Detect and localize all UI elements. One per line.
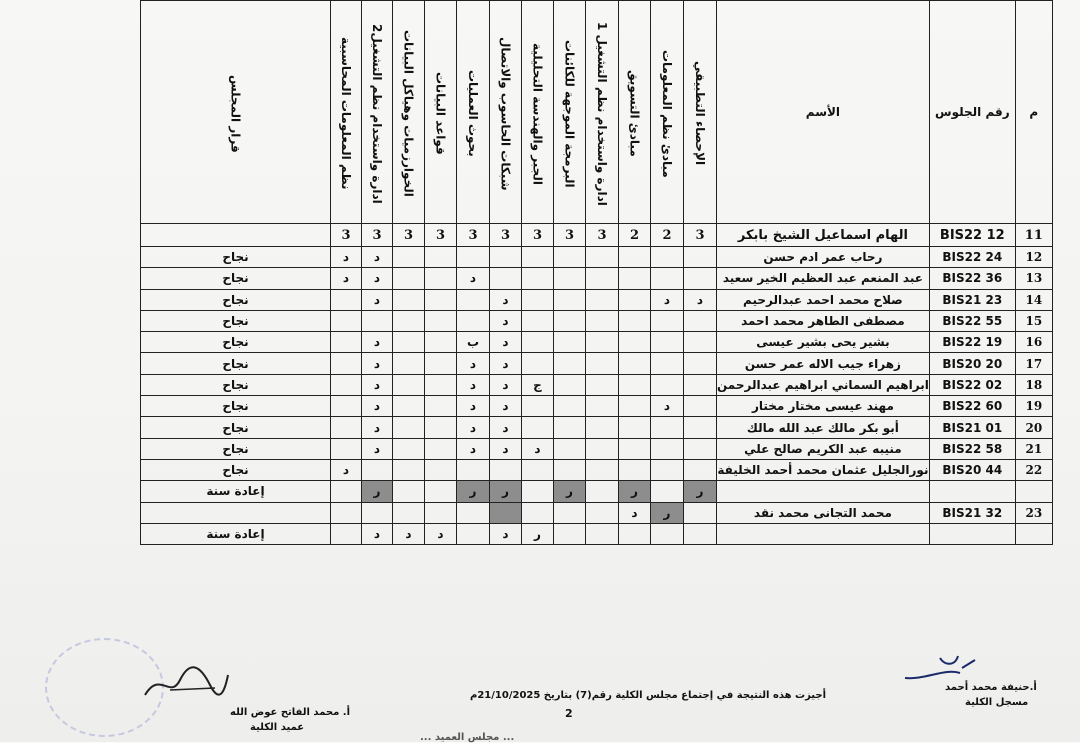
- credit-hours: 2: [619, 224, 651, 247]
- credit-cell: [141, 224, 331, 247]
- council-decision: نجاح: [141, 374, 331, 395]
- grade-cell: [586, 310, 619, 331]
- grade-cell: [331, 374, 362, 395]
- serial-number: 19: [1015, 396, 1052, 417]
- grade-cell: د: [619, 502, 651, 523]
- header-course: ادارة واستخدام نظم التشغيل 1: [586, 1, 619, 224]
- council-decision: نجاح: [141, 332, 331, 353]
- grade-cell: [554, 332, 586, 353]
- grade-cell: [522, 353, 554, 374]
- grade-cell: [522, 417, 554, 438]
- student-name: [717, 481, 930, 502]
- grade-cell: [586, 353, 619, 374]
- grade-cell: د: [490, 289, 522, 310]
- seat-number: BIS21 23: [929, 289, 1015, 310]
- student-name: زهراء جيب الاله عمر حسن: [717, 353, 930, 374]
- dean-title: عميد الكلية: [250, 722, 305, 733]
- student-name: ابراهيم السماني ابراهيم عبدالرحمن: [717, 374, 930, 395]
- grade-cell: د: [362, 247, 393, 268]
- seat-number: [929, 481, 1015, 502]
- grade-cell: [619, 459, 651, 480]
- grade-cell: [554, 268, 586, 289]
- grade-cell: د: [651, 396, 684, 417]
- grade-cell: [490, 268, 522, 289]
- grade-cell: د: [425, 523, 457, 544]
- seat-number: BIS22 60: [929, 396, 1015, 417]
- grade-cell: د: [490, 523, 522, 544]
- grade-cell: [651, 374, 684, 395]
- student-name: عبد المنعم عبد العظيم الخير سعيد: [717, 268, 930, 289]
- serial-number: 16: [1015, 332, 1052, 353]
- grade-cell: [651, 523, 684, 544]
- grade-cell: [619, 523, 651, 544]
- grade-cell: [554, 459, 586, 480]
- grade-cell: [331, 332, 362, 353]
- grade-cell: [393, 374, 425, 395]
- student-name: الهام اسماعيل الشيخ بابكر: [717, 224, 930, 247]
- serial-number: 21: [1015, 438, 1052, 459]
- grade-cell: [457, 289, 490, 310]
- council-decision: [141, 502, 331, 523]
- grade-cell: ر: [619, 481, 651, 502]
- grade-cell: [586, 502, 619, 523]
- grade-cell: د: [490, 417, 522, 438]
- credit-hours: 3: [457, 224, 490, 247]
- grade-cell: [331, 310, 362, 331]
- header-course: الخوارزميات وهياكل البيانات: [393, 1, 425, 224]
- grade-cell: [619, 247, 651, 268]
- seat-number: BIS22 58: [929, 438, 1015, 459]
- dean-signature: [140, 660, 230, 705]
- grade-cell: [393, 353, 425, 374]
- grade-cell: [586, 374, 619, 395]
- grade-cell: [425, 438, 457, 459]
- grade-cell: د: [457, 268, 490, 289]
- grade-cell: د: [331, 459, 362, 480]
- grade-cell: [425, 332, 457, 353]
- grade-cell: [651, 247, 684, 268]
- grade-cell: [425, 481, 457, 502]
- grade-cell: [554, 396, 586, 417]
- student-name: صلاح محمد احمد عبدالرحيم: [717, 289, 930, 310]
- grade-cell: [651, 459, 684, 480]
- header-seat: رقم الجلوس: [929, 1, 1015, 224]
- grade-cell: د: [457, 353, 490, 374]
- table-row: [141, 459, 1053, 480]
- table-row: [141, 247, 1053, 268]
- header-course: الجبر والهندسة التحليلية: [522, 1, 554, 224]
- grade-cell: [586, 459, 619, 480]
- grade-cell: [586, 396, 619, 417]
- seat-number: BIS22 19: [929, 332, 1015, 353]
- grade-cell: [393, 289, 425, 310]
- grade-cell: [331, 438, 362, 459]
- grade-cell: [586, 481, 619, 502]
- grade-cell: [490, 502, 522, 523]
- student-name: نورالجليل عثمان محمد أحمد الخليفة: [717, 459, 930, 480]
- grade-cell: [586, 523, 619, 544]
- grade-cell: [393, 396, 425, 417]
- serial-number: 12: [1015, 247, 1052, 268]
- credit-hours: 3: [490, 224, 522, 247]
- grade-cell: ر: [362, 481, 393, 502]
- council-decision: نجاح: [141, 268, 331, 289]
- seat-number: BIS22 55: [929, 310, 1015, 331]
- grade-cell: [554, 247, 586, 268]
- dean-name: أ. محمد الفاتح عوض الله: [230, 707, 351, 718]
- seat-number: BIS22 02: [929, 374, 1015, 395]
- registrar-title: مسجل الكلية: [965, 697, 1029, 708]
- grade-cell: [522, 502, 554, 523]
- grade-cell: [684, 310, 717, 331]
- grade-cell: [554, 289, 586, 310]
- council-decision: نجاح: [141, 417, 331, 438]
- grade-cell: [362, 310, 393, 331]
- grade-cell: [393, 417, 425, 438]
- grade-cell: د: [362, 268, 393, 289]
- grade-cell: [619, 396, 651, 417]
- table-row: [141, 481, 1053, 502]
- seat-number: [929, 523, 1015, 544]
- serial-number: 14: [1015, 289, 1052, 310]
- credit-hours: 3: [331, 224, 362, 247]
- serial-number: 18: [1015, 374, 1052, 395]
- council-decision: نجاح: [141, 353, 331, 374]
- serial-number: 20: [1015, 417, 1052, 438]
- grade-cell: [331, 481, 362, 502]
- student-name: مهند عيسى مختار مختار: [717, 396, 930, 417]
- grade-cell: [554, 438, 586, 459]
- header-name: الأسم: [717, 1, 930, 224]
- serial-number: 17: [1015, 353, 1052, 374]
- council-decision: نجاح: [141, 247, 331, 268]
- grade-cell: د: [457, 417, 490, 438]
- grade-cell: [457, 310, 490, 331]
- grade-cell: د: [457, 374, 490, 395]
- grade-cell: [684, 523, 717, 544]
- grade-cell: د: [362, 523, 393, 544]
- serial-number: [1015, 523, 1052, 544]
- grade-cell: [425, 247, 457, 268]
- grade-cell: [522, 332, 554, 353]
- grade-cell: [457, 502, 490, 523]
- grade-cell: د: [522, 438, 554, 459]
- grade-cell: [393, 502, 425, 523]
- credit-hours: 3: [554, 224, 586, 247]
- grade-cell: [684, 502, 717, 523]
- grade-cell: [425, 353, 457, 374]
- grade-cell: [457, 523, 490, 544]
- grade-cell: [651, 417, 684, 438]
- page-number: 2: [565, 707, 573, 720]
- grade-cell: [522, 268, 554, 289]
- grade-cell: [393, 310, 425, 331]
- credit-hours: 3: [586, 224, 619, 247]
- grade-cell: [393, 247, 425, 268]
- grade-cell: [362, 459, 393, 480]
- grade-cell: [522, 310, 554, 331]
- grade-cell: د: [490, 438, 522, 459]
- table-row: [141, 353, 1053, 374]
- grade-cell: د: [490, 374, 522, 395]
- grade-cell: [425, 289, 457, 310]
- grade-cell: [554, 374, 586, 395]
- grade-cell: ر: [457, 481, 490, 502]
- student-name: [717, 523, 930, 544]
- grade-cell: [586, 247, 619, 268]
- header-decision: قرار المجلس: [141, 1, 331, 224]
- grade-cell: [425, 396, 457, 417]
- grade-cell: [522, 396, 554, 417]
- header-course: شبكات الحاسوب والاتصال: [490, 1, 522, 224]
- serial-number: 13: [1015, 268, 1052, 289]
- grade-cell: د: [651, 289, 684, 310]
- serial-number: 15: [1015, 310, 1052, 331]
- table-row: [141, 374, 1053, 395]
- grade-cell: [425, 459, 457, 480]
- grade-cell: [522, 247, 554, 268]
- grade-cell: [331, 502, 362, 523]
- header-course: قواعد البيانات: [425, 1, 457, 224]
- grade-cell: [554, 523, 586, 544]
- grade-cell: [425, 417, 457, 438]
- seat-number: BIS20 44: [929, 459, 1015, 480]
- grade-cell: [331, 353, 362, 374]
- grade-cell: [554, 310, 586, 331]
- grade-cell: ر: [522, 523, 554, 544]
- grade-cell: [522, 481, 554, 502]
- header-course: ادارة واستخدام نظم التشغيل2: [362, 1, 393, 224]
- grade-cell: [684, 247, 717, 268]
- seat-number: BIS20 20: [929, 353, 1015, 374]
- student-name: بشير يحى بشير عيسى: [717, 332, 930, 353]
- seat-number: BIS22 36: [929, 268, 1015, 289]
- grade-cell: [586, 332, 619, 353]
- grade-cell: د: [457, 396, 490, 417]
- grade-cell: [586, 417, 619, 438]
- table-row: [141, 289, 1053, 310]
- grade-cell: [684, 438, 717, 459]
- grade-cell: [684, 417, 717, 438]
- seat-number: BIS21 01: [929, 417, 1015, 438]
- grade-cell: [554, 353, 586, 374]
- student-name: منيبه عبد الكريم صالح علي: [717, 438, 930, 459]
- seat-number: BIS22 24: [929, 247, 1015, 268]
- grade-cell: [331, 289, 362, 310]
- credit-hours: 2: [651, 224, 684, 247]
- credit-hours: 3: [684, 224, 717, 247]
- grade-cell: [684, 459, 717, 480]
- header-row: [141, 1, 1053, 224]
- council-decision: نجاح: [141, 289, 331, 310]
- serial-number: 11: [1015, 224, 1052, 247]
- grade-cell: [586, 438, 619, 459]
- grade-cell: [554, 502, 586, 523]
- student-name: رحاب عمر ادم حسن: [717, 247, 930, 268]
- grade-cell: د: [362, 374, 393, 395]
- grade-cell: د: [457, 438, 490, 459]
- grade-cell: [684, 374, 717, 395]
- registrar-name: أ.حنيفة محمد أحمد: [945, 682, 1037, 693]
- serial-number: [1015, 481, 1052, 502]
- table-row: [141, 417, 1053, 438]
- student-name: أبو بكر مالك عبد الله مالك: [717, 417, 930, 438]
- seat-number: BIS22 12: [929, 224, 1015, 247]
- student-name: مصطفى الطاهر محمد احمد: [717, 310, 930, 331]
- grade-cell: [684, 268, 717, 289]
- grade-cell: [619, 438, 651, 459]
- grade-cell: [619, 353, 651, 374]
- grade-cell: ب: [457, 332, 490, 353]
- table-row: [141, 438, 1053, 459]
- grade-cell: [684, 396, 717, 417]
- grade-cell: [490, 459, 522, 480]
- grade-cell: د: [490, 396, 522, 417]
- grade-cell: [425, 310, 457, 331]
- grade-cell: [651, 481, 684, 502]
- council-decision: نجاح: [141, 438, 331, 459]
- grade-cell: [554, 417, 586, 438]
- grade-cell: [393, 332, 425, 353]
- grade-cell: [331, 417, 362, 438]
- credits-row: [141, 224, 1053, 247]
- grade-cell: [586, 289, 619, 310]
- council-decision: نجاح: [141, 310, 331, 331]
- council-decision: إعادة سنة: [141, 523, 331, 544]
- grade-cell: [425, 374, 457, 395]
- credit-hours: 3: [362, 224, 393, 247]
- seat-number: BIS21 32: [929, 502, 1015, 523]
- header-course: مبادئ التسويق: [619, 1, 651, 224]
- header-course: مبادئ نظم المعلومات: [651, 1, 684, 224]
- grade-cell: [619, 310, 651, 331]
- grade-cell: د: [490, 353, 522, 374]
- student-name: محمد التجانى محمد نقد: [717, 502, 930, 523]
- grade-cell: د: [490, 310, 522, 331]
- grade-cell: د: [362, 332, 393, 353]
- table-row: [141, 332, 1053, 353]
- grade-cell: [393, 438, 425, 459]
- grade-cell: د: [362, 438, 393, 459]
- grade-cell: [425, 502, 457, 523]
- grade-cell: [684, 353, 717, 374]
- grade-cell: [522, 459, 554, 480]
- grade-cell: [651, 438, 684, 459]
- credit-hours: 3: [522, 224, 554, 247]
- grade-cell: ر: [651, 502, 684, 523]
- council-decision: إعادة سنة: [141, 481, 331, 502]
- grade-cell: [522, 289, 554, 310]
- grade-cell: د: [362, 396, 393, 417]
- header-course: نظم المعلومات المحاسبية: [331, 1, 362, 224]
- grade-cell: [331, 523, 362, 544]
- serial-number: 22: [1015, 459, 1052, 480]
- header-course: بحوث العمليات: [457, 1, 490, 224]
- grade-cell: ج: [522, 374, 554, 395]
- table-row: [141, 268, 1053, 289]
- grade-cell: [331, 396, 362, 417]
- council-decision: نجاح: [141, 396, 331, 417]
- serial-number: 23: [1015, 502, 1052, 523]
- grade-cell: د: [331, 268, 362, 289]
- grade-cell: [651, 268, 684, 289]
- grade-cell: [619, 417, 651, 438]
- table-row: [141, 310, 1053, 331]
- grade-cell: [619, 268, 651, 289]
- grade-cell: [619, 289, 651, 310]
- credit-hours: 3: [393, 224, 425, 247]
- grade-cell: د: [393, 523, 425, 544]
- grade-cell: [362, 502, 393, 523]
- grade-cell: [393, 268, 425, 289]
- grade-cell: د: [362, 353, 393, 374]
- grade-cell: ر: [490, 481, 522, 502]
- grade-cell: [619, 332, 651, 353]
- grade-cell: [393, 481, 425, 502]
- grade-cell: د: [331, 247, 362, 268]
- results-table: [140, 0, 1053, 545]
- table-row: [141, 396, 1053, 417]
- grade-cell: [457, 459, 490, 480]
- grade-cell: [393, 459, 425, 480]
- header-course: الإحصاء التطبيقي: [684, 1, 717, 224]
- grade-cell: [684, 332, 717, 353]
- grade-cell: د: [362, 417, 393, 438]
- grade-cell: د: [490, 332, 522, 353]
- credit-hours: 3: [425, 224, 457, 247]
- grade-cell: [586, 268, 619, 289]
- table-row: [141, 502, 1053, 523]
- table-row: [141, 523, 1053, 544]
- grade-cell: [619, 374, 651, 395]
- approval-note: أجيزت هذه النتيجة في إجتماع مجلس الكلية رقم(7) بتاريخ 21/10/2025م: [470, 690, 827, 701]
- grade-cell: [651, 332, 684, 353]
- grade-cell: د: [362, 289, 393, 310]
- grade-cell: د: [684, 289, 717, 310]
- grade-cell: [457, 247, 490, 268]
- council-decision: نجاح: [141, 459, 331, 480]
- grade-cell: [490, 247, 522, 268]
- cut-off-footer-text: ... مجلس العميد ...: [420, 732, 515, 743]
- grade-cell: [425, 268, 457, 289]
- grade-cell: [651, 310, 684, 331]
- grade-cell: ر: [554, 481, 586, 502]
- header-course: البرمجة الموجهة للكائنات: [554, 1, 586, 224]
- grade-cell: ر: [684, 481, 717, 502]
- header-serial: م: [1015, 1, 1052, 224]
- grade-cell: [651, 353, 684, 374]
